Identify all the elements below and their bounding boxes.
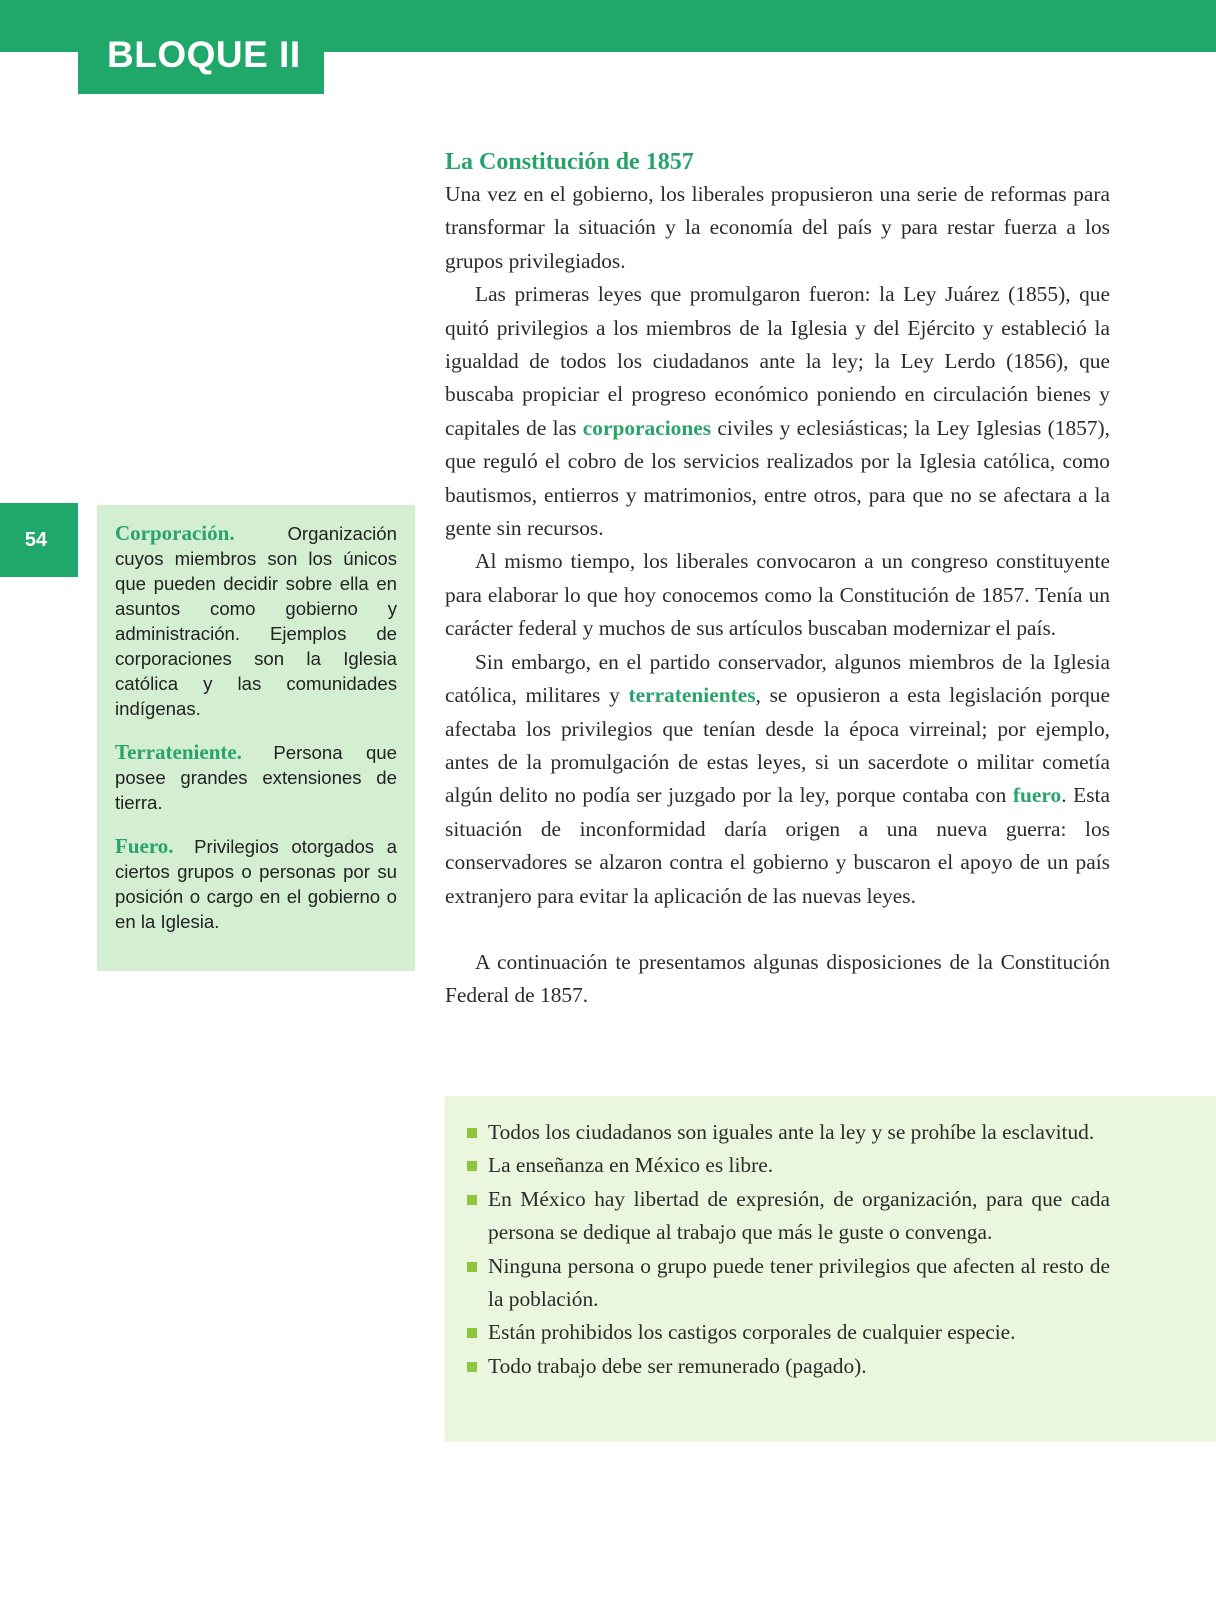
provisions-list	[467, 1116, 1110, 1383]
glossary-definition: Persona que posee grandes extensiones de tierra.	[115, 742, 397, 813]
paragraph: A continuación te presentamos algunas disposiciones de la Constitución Federal de 1857.	[445, 949, 1110, 1008]
list-item	[467, 1116, 1110, 1149]
section-title: La Constitución de 1857	[445, 149, 694, 175]
square-bullet-icon	[467, 1128, 477, 1138]
square-bullet-icon	[467, 1362, 477, 1372]
square-bullet-icon	[467, 1195, 477, 1205]
list-item-text: Ninguna persona o grupo puede tener privilegios que afecten al resto de la población.	[488, 1253, 1110, 1312]
list-item-text: La enseñanza en México es libre.	[488, 1153, 774, 1178]
page-number: 54	[0, 503, 78, 577]
list-item-text: Todos los ciudadanos son iguales ante la ley y se prohíbe la esclavitud.	[488, 1120, 1095, 1144]
list-item	[467, 1250, 1110, 1317]
text-run: Las primeras leyes que promulgaron fueron: la Ley Juárez (1855), que quitó privilegios a los miembros de la Iglesia y del Ejército y estableció la igualdad de todos los ciudadanos ante la ley; la Ley Lerdo (1856), que buscaba propiciar el progreso económico poniendo en circulación bienes y capitales de las	[445, 282, 1110, 440]
block-label: BLOQUE II	[78, 0, 324, 94]
paragraph: Una vez en el gobierno, los liberales propusieron una serie de reformas para transformar la situación y la economía del país y para restar fuerza a los grupos privilegiados.	[445, 182, 1110, 273]
list-item-text: En México hay libertad de expresión, de organización, para que cada persona se dedique al trabajo que más le guste o convenga.	[488, 1186, 1110, 1245]
list-item	[467, 1316, 1110, 1349]
glossary-link-fuero: fuero	[1012, 783, 1062, 808]
list-item-text: Están prohibidos los castigos corporales de cualquier especie.	[488, 1320, 1016, 1345]
square-bullet-icon	[467, 1161, 477, 1171]
text-run: , se opusieron a esta legislación porque afectaba los privilegios que tenían desde la época virreinal; por ejemplo, antes de la promulgación de estas leyes, si un sacerdote o militar cometía algún delito no podía ser juzgado por la ley, porque contaba con	[445, 683, 1110, 808]
list-item	[467, 1149, 1110, 1182]
glossary-box	[97, 505, 415, 971]
provisions-box	[445, 1096, 1216, 1442]
glossary-definition: Privilegios otorgados a ciertos grupos o personas por su posición o cargo en el gobierno o en la Iglesia.	[115, 836, 397, 932]
glossary-term: Terrateniente.	[115, 740, 242, 764]
glossary-link-terratenientes: terratenientes	[628, 683, 756, 708]
paragraph	[445, 278, 1110, 545]
glossary-link-corporaciones: corporaciones	[582, 415, 712, 440]
paragraph	[445, 646, 1110, 913]
list-item-text: Todo trabajo debe ser remunerado (pagado).	[488, 1353, 867, 1378]
article	[445, 146, 1110, 1013]
text-run: civiles y eclesiásticas; la Ley Iglesias (1857), que reguló el cobro de los servicios realizados por la Iglesia católica, como bautismos, entierros y matrimonios, entre otros, para que no se afectara a la gente sin recursos.	[445, 415, 1111, 541]
paragraph: Al mismo tiempo, los liberales convocaron a un congreso constituyente para elaborar lo que hoy conocemos como la Constitución de 1857. Tenía un carácter federal y muchos de sus artículos buscaban modernizar el país.	[445, 549, 1110, 641]
glossary-entry	[115, 521, 397, 721]
glossary-entry	[115, 834, 397, 934]
square-bullet-icon	[467, 1262, 477, 1272]
text-run: Sin embargo, en el partido conservador, algunos miembros de la Iglesia católica, militares y	[445, 649, 1110, 708]
list-item	[467, 1183, 1110, 1250]
square-bullet-icon	[467, 1328, 477, 1338]
text-run: . Esta situación de inconformidad daría origen a una nueva guerra: los conservadores se alzaron contra el gobierno y buscaron el apoyo de un país extranjero para evitar la aplicación de las nuevas leyes.	[445, 783, 1110, 908]
glossary-term: Corporación.	[115, 521, 235, 545]
glossary-definition: Organización cuyos miembros son los únicos que pueden decidir sobre ella en asuntos como gobierno y administración. Ejemplos de corporaciones son la Iglesia católica y las comunidades indígenas.	[115, 523, 397, 719]
list-item	[467, 1350, 1110, 1383]
glossary-term: Fuero.	[115, 834, 174, 858]
glossary-entry	[115, 740, 397, 815]
